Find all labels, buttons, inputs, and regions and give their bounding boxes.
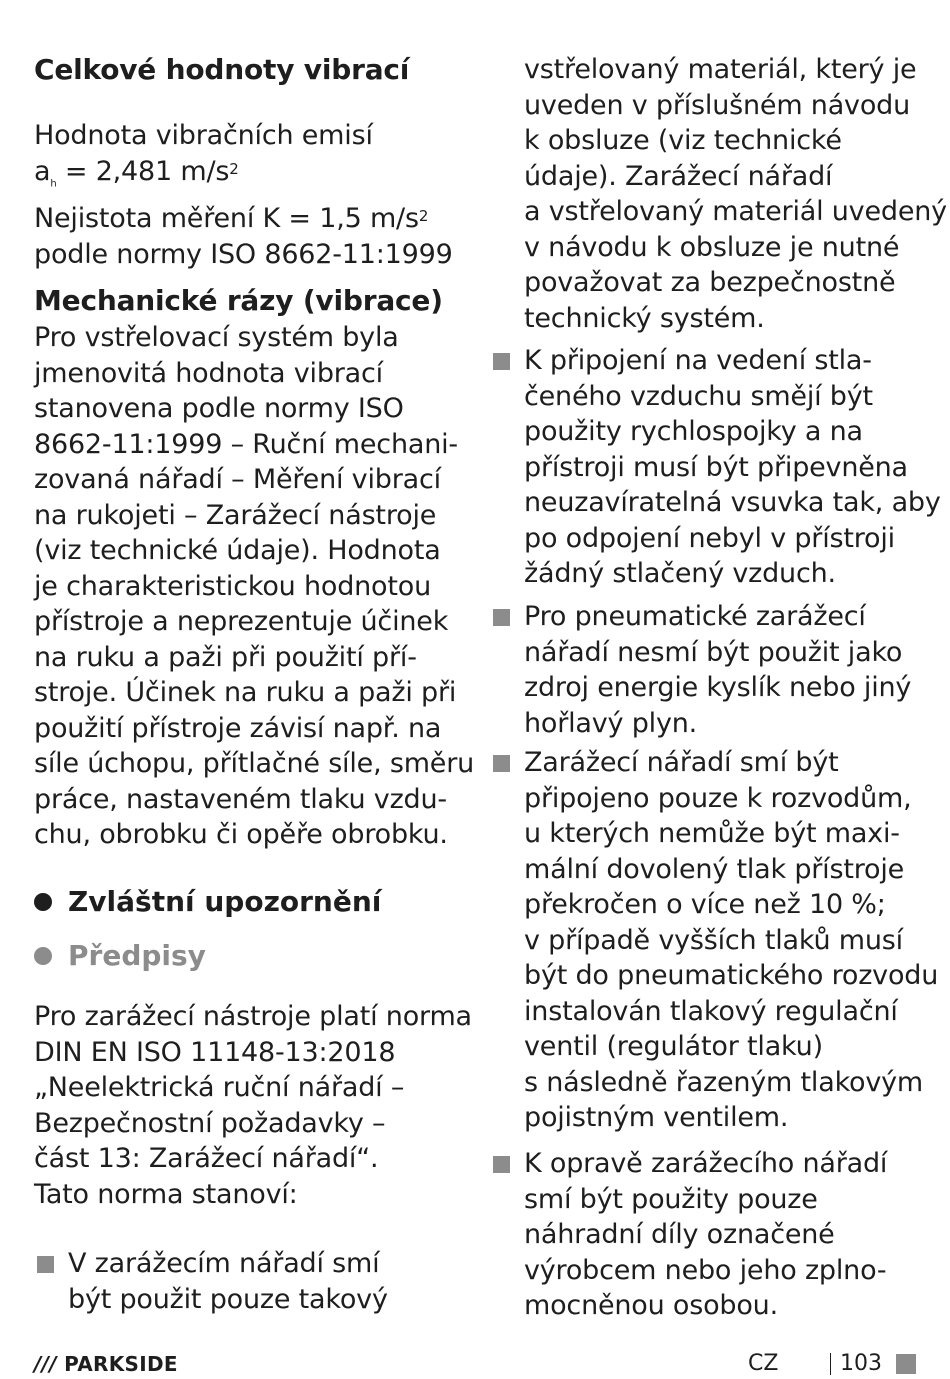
- text-line: V zarážecím nářadí smí: [68, 1248, 380, 1279]
- text-line: na ruku a paži při použití pří-: [34, 641, 417, 673]
- text-line: hořlavý plyn.: [524, 707, 698, 739]
- square-bullet-icon: [493, 353, 510, 370]
- list-item-text: [490, 1146, 930, 1324]
- text-line: Tato norma stanoví:: [34, 1178, 298, 1210]
- text-line: čeného vzduchu smějí být: [524, 380, 873, 412]
- text-line: mocněnou osobou.: [524, 1290, 778, 1321]
- regulations-heading: Předpisy: [68, 939, 206, 972]
- vibration-line: podle normy ISO 8662-11:1999: [34, 238, 453, 270]
- language-code: CZ: [748, 1351, 779, 1376]
- text-line: Zarážecí nářadí smí být: [524, 747, 839, 778]
- continued-text: [490, 52, 947, 336]
- text-line: výrobcem nebo jeho zplno-: [524, 1254, 887, 1286]
- text-line: část 13: Zarážecí nářadí“.: [34, 1143, 379, 1174]
- text-line: uveden v příslušném návodu: [524, 89, 911, 121]
- text-line: je charakteristickou hodnotou: [34, 570, 431, 602]
- text-line: DIN EN ISO 11148-13:2018: [34, 1036, 396, 1068]
- regulations-bullet: [34, 938, 474, 974]
- text-line: Pro zarážecí nástroje platí norma: [34, 1001, 472, 1032]
- text-line: zdroj energie kyslík nebo jiný: [524, 672, 912, 703]
- text-line: připojeno pouze k rozvodům,: [524, 782, 912, 814]
- vibration-line: Hodnota vibračních emisí: [34, 120, 373, 151]
- text-line: u kterých nemůže být maxi-: [524, 818, 900, 849]
- text-line: nářadí nesmí být použit jako: [524, 636, 903, 668]
- text-line: mální dovolený tlak přístroje: [524, 853, 905, 885]
- list-item-text: [490, 745, 939, 1136]
- text-line: instalován tlakový regulační: [524, 995, 898, 1027]
- mechanical-heading: Mechanické rázy (vibrace): [34, 284, 443, 317]
- text-line: a vstřelovaný materiál uvedený: [524, 196, 947, 227]
- text-line: být do pneumatického rozvodu: [524, 960, 939, 991]
- text-line: údaje). Zarážecí nářadí: [524, 160, 833, 192]
- special-notice-bullet: [34, 884, 474, 920]
- vibration-heading: Celkové hodnoty vibrací: [34, 53, 410, 86]
- text-line: K opravě zarážecího nářadí: [524, 1148, 888, 1179]
- text-line: práce, nastaveném tlaku vzdu-: [34, 783, 447, 815]
- text-line: přístroji musí být připevněna: [524, 451, 908, 483]
- text-line: 8662-11:1999 – Ruční mechani-: [34, 428, 458, 460]
- bullet-dot-icon: [34, 893, 52, 911]
- text-line: považovat za bezpečnostně: [524, 267, 896, 298]
- brand-slashes: ///: [34, 1352, 57, 1376]
- brand-logo: [34, 1349, 178, 1379]
- list-item: [490, 745, 939, 1136]
- mechanical-text: [34, 320, 474, 853]
- text-line: pojistným ventilem.: [524, 1102, 789, 1133]
- text-line: s následně řazeným tlakovým: [524, 1066, 924, 1098]
- text-line: síle úchopu, přítlačné síle, směru: [34, 748, 475, 779]
- text-line: jmenovitá hodnota vibrací: [34, 357, 383, 389]
- list-item-text: [34, 1246, 474, 1317]
- vibration-values: [34, 118, 453, 272]
- text-line: žádný stlačený vzduch.: [524, 558, 836, 589]
- text-line: náhradní díly označené: [524, 1219, 835, 1250]
- text-line: Pro vstřelovací systém byla: [34, 322, 399, 353]
- text-line: stanovena podle normy ISO: [34, 393, 404, 424]
- text-line: neuzavíratelná vsuvka tak, aby: [524, 487, 941, 518]
- text-line: k obsluze (viz technické: [524, 125, 842, 156]
- text-line: (viz technické údaje). Hodnota: [34, 535, 441, 566]
- text-line: vstřelovaný materiál, který je: [524, 54, 917, 85]
- text-line: zovaná nářadí – Měření vibrací: [34, 464, 441, 495]
- text-line: chu, obrobku či opěře obrobku.: [34, 819, 448, 850]
- list-item-text: [490, 599, 930, 741]
- text-line: v případě vyšších tlaků musí: [524, 924, 903, 956]
- list-item: [490, 1146, 930, 1324]
- list-item: [490, 599, 930, 741]
- list-item: [490, 343, 941, 592]
- text-line: Pro pneumatické zarážecí: [524, 601, 866, 632]
- text-line: přístroje a neprezentuje účinek: [34, 606, 449, 637]
- square-bullet-icon: [37, 1256, 54, 1273]
- text-line: v návodu k obsluze je nutné: [524, 231, 900, 263]
- list-item: [34, 1246, 474, 1317]
- text-line: být použit pouze takový: [68, 1283, 388, 1315]
- text-line: Bezpečnostní požadavky –: [34, 1107, 386, 1139]
- text-line: po odpojení nebyl v přístroji: [524, 522, 895, 554]
- page-marker-square-icon: [896, 1354, 916, 1374]
- square-bullet-icon: [493, 1156, 510, 1173]
- vibration-line: Nejistota měření K = 1,5 $m/s^2$: [34, 203, 429, 235]
- page-number: 103: [840, 1351, 882, 1376]
- page-divider: [830, 1353, 831, 1375]
- vibration-line: $a_h = 2,481$ $m/s^2$: [34, 155, 239, 189]
- bullet-dot-icon: [34, 947, 52, 965]
- brand-name: PARKSIDE: [64, 1352, 178, 1376]
- text-line: ventil (regulátor tlaku): [524, 1031, 823, 1062]
- special-notice-heading: Zvláštní upozornění: [68, 885, 382, 918]
- square-bullet-icon: [493, 755, 510, 772]
- text-line: „Neelektrická ruční nářadí –: [34, 1072, 405, 1103]
- text-line: smí být použity pouze: [524, 1183, 818, 1215]
- text-line: použity rychlospojky a na: [524, 416, 863, 447]
- list-item-text: [490, 343, 941, 592]
- text-line: stroje. Účinek na ruku a paži při: [34, 677, 457, 708]
- text-line: použití přístroje závisí např. na: [34, 712, 442, 744]
- text-line: na rukojeti – Zarážecí nástroje: [34, 499, 437, 531]
- square-bullet-icon: [493, 609, 510, 626]
- text-line: K připojení na vedení stla-: [524, 345, 872, 376]
- text-line: technický systém.: [524, 302, 765, 334]
- text-line: překročen o více než 10 %;: [524, 889, 886, 920]
- regulations-text: [34, 999, 472, 1212]
